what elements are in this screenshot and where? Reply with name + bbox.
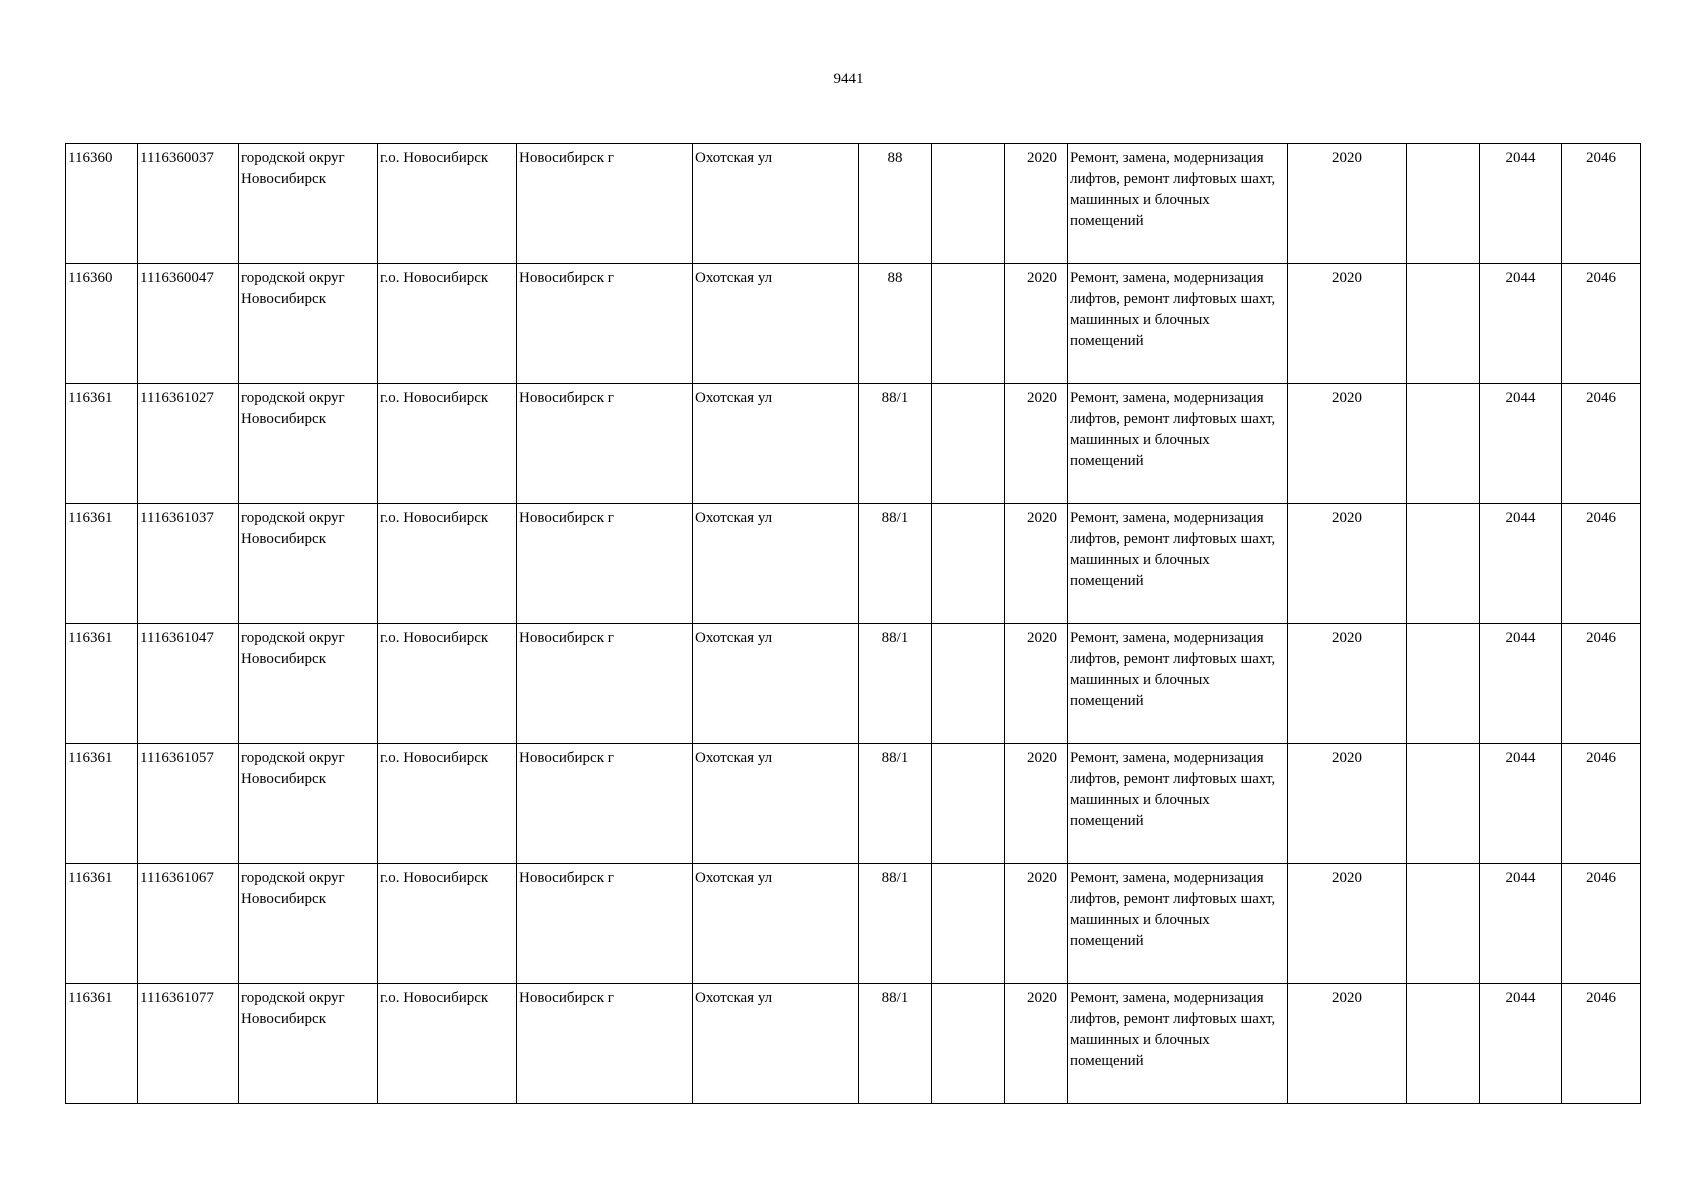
cell-record-id: 1116360047 <box>138 264 239 384</box>
cell-municipality: городской округ Новосибирск <box>239 624 378 744</box>
cell-house-number: 88/1 <box>859 384 932 504</box>
cell-city: Новосибирск г <box>517 144 693 264</box>
cell-work-type: Ремонт, замена, модернизация лифтов, ремонт лифтовых шахт, машинных и блочных помещений <box>1068 864 1288 984</box>
cell-street: Охотская ул <box>693 984 859 1104</box>
cell-city: Новосибирск г <box>517 504 693 624</box>
cell-street: Охотская ул <box>693 504 859 624</box>
cell-year-2: 2020 <box>1288 384 1407 504</box>
cell-record-id: 1116361057 <box>138 744 239 864</box>
cell-city: Новосибирск г <box>517 744 693 864</box>
cell-house-number: 88 <box>859 264 932 384</box>
cell-empty-1 <box>932 984 1005 1104</box>
cell-year-1: 2020 <box>1005 504 1068 624</box>
cell-city: Новосибирск г <box>517 384 693 504</box>
cell-city: Новосибирск г <box>517 864 693 984</box>
cell-record-id: 1116361027 <box>138 384 239 504</box>
table-row <box>66 864 1641 984</box>
cell-year-4: 2046 <box>1562 744 1641 864</box>
cell-house-number: 88/1 <box>859 864 932 984</box>
cell-district: г.о. Новосибирск <box>378 984 517 1104</box>
cell-record-id: 1116361047 <box>138 624 239 744</box>
table-row <box>66 744 1641 864</box>
cell-year-1: 2020 <box>1005 384 1068 504</box>
cell-work-type: Ремонт, замена, модернизация лифтов, ремонт лифтовых шахт, машинных и блочных помещений <box>1068 984 1288 1104</box>
cell-district: г.о. Новосибирск <box>378 384 517 504</box>
cell-street: Охотская ул <box>693 384 859 504</box>
cell-year-1: 2020 <box>1005 264 1068 384</box>
cell-empty-1 <box>932 624 1005 744</box>
cell-house-number: 88/1 <box>859 744 932 864</box>
cell-building-id: 116361 <box>66 504 138 624</box>
cell-house-number: 88/1 <box>859 984 932 1104</box>
cell-year-1: 2020 <box>1005 984 1068 1104</box>
capital-repair-table <box>65 143 1641 1104</box>
cell-year-1: 2020 <box>1005 864 1068 984</box>
cell-year-3: 2044 <box>1480 744 1562 864</box>
cell-building-id: 116361 <box>66 624 138 744</box>
cell-year-3: 2044 <box>1480 504 1562 624</box>
cell-year-3: 2044 <box>1480 984 1562 1104</box>
table-row <box>66 984 1641 1104</box>
table-body <box>66 144 1641 1104</box>
cell-municipality: городской округ Новосибирск <box>239 744 378 864</box>
cell-year-2: 2020 <box>1288 864 1407 984</box>
cell-work-type: Ремонт, замена, модернизация лифтов, ремонт лифтовых шахт, машинных и блочных помещений <box>1068 264 1288 384</box>
cell-record-id: 1116361037 <box>138 504 239 624</box>
cell-empty-2 <box>1407 984 1480 1104</box>
cell-empty-2 <box>1407 264 1480 384</box>
cell-empty-1 <box>932 144 1005 264</box>
cell-empty-2 <box>1407 744 1480 864</box>
cell-empty-1 <box>932 744 1005 864</box>
cell-municipality: городской округ Новосибирск <box>239 864 378 984</box>
cell-year-3: 2044 <box>1480 384 1562 504</box>
table-row <box>66 384 1641 504</box>
cell-work-type: Ремонт, замена, модернизация лифтов, ремонт лифтовых шахт, машинных и блочных помещений <box>1068 744 1288 864</box>
cell-empty-2 <box>1407 864 1480 984</box>
cell-municipality: городской округ Новосибирск <box>239 144 378 264</box>
cell-year-4: 2046 <box>1562 264 1641 384</box>
cell-municipality: городской округ Новосибирск <box>239 504 378 624</box>
cell-district: г.о. Новосибирск <box>378 624 517 744</box>
cell-work-type: Ремонт, замена, модернизация лифтов, ремонт лифтовых шахт, машинных и блочных помещений <box>1068 144 1288 264</box>
cell-year-4: 2046 <box>1562 864 1641 984</box>
cell-city: Новосибирск г <box>517 264 693 384</box>
cell-year-4: 2046 <box>1562 504 1641 624</box>
cell-building-id: 116361 <box>66 864 138 984</box>
cell-year-1: 2020 <box>1005 744 1068 864</box>
page-number: 9441 <box>833 71 864 87</box>
cell-year-4: 2046 <box>1562 624 1641 744</box>
cell-building-id: 116360 <box>66 144 138 264</box>
cell-year-3: 2044 <box>1480 624 1562 744</box>
cell-building-id: 116360 <box>66 264 138 384</box>
cell-work-type: Ремонт, замена, модернизация лифтов, ремонт лифтовых шахт, машинных и блочных помещений <box>1068 624 1288 744</box>
cell-empty-2 <box>1407 504 1480 624</box>
cell-work-type: Ремонт, замена, модернизация лифтов, ремонт лифтовых шахт, машинных и блочных помещений <box>1068 504 1288 624</box>
cell-year-1: 2020 <box>1005 624 1068 744</box>
cell-year-2: 2020 <box>1288 744 1407 864</box>
cell-empty-1 <box>932 384 1005 504</box>
table-row <box>66 144 1641 264</box>
cell-house-number: 88/1 <box>859 504 932 624</box>
cell-year-2: 2020 <box>1288 984 1407 1104</box>
cell-district: г.о. Новосибирск <box>378 144 517 264</box>
cell-empty-2 <box>1407 384 1480 504</box>
cell-district: г.о. Новосибирск <box>378 864 517 984</box>
cell-record-id: 1116361067 <box>138 864 239 984</box>
cell-record-id: 1116360037 <box>138 144 239 264</box>
cell-year-2: 2020 <box>1288 144 1407 264</box>
cell-year-3: 2044 <box>1480 864 1562 984</box>
cell-year-4: 2046 <box>1562 144 1641 264</box>
cell-empty-1 <box>932 264 1005 384</box>
cell-city: Новосибирск г <box>517 624 693 744</box>
cell-street: Охотская ул <box>693 744 859 864</box>
cell-city: Новосибирск г <box>517 984 693 1104</box>
cell-house-number: 88 <box>859 144 932 264</box>
cell-empty-1 <box>932 864 1005 984</box>
cell-empty-2 <box>1407 144 1480 264</box>
cell-street: Охотская ул <box>693 144 859 264</box>
cell-year-2: 2020 <box>1288 264 1407 384</box>
cell-house-number: 88/1 <box>859 624 932 744</box>
cell-building-id: 116361 <box>66 384 138 504</box>
cell-district: г.о. Новосибирск <box>378 744 517 864</box>
cell-street: Охотская ул <box>693 264 859 384</box>
cell-year-2: 2020 <box>1288 624 1407 744</box>
cell-empty-2 <box>1407 624 1480 744</box>
cell-empty-1 <box>932 504 1005 624</box>
cell-district: г.о. Новосибирск <box>378 504 517 624</box>
cell-year-4: 2046 <box>1562 384 1641 504</box>
cell-year-3: 2044 <box>1480 144 1562 264</box>
table-row <box>66 264 1641 384</box>
cell-year-3: 2044 <box>1480 264 1562 384</box>
table-row <box>66 504 1641 624</box>
table-row <box>66 624 1641 744</box>
cell-municipality: городской округ Новосибирск <box>239 264 378 384</box>
cell-building-id: 116361 <box>66 744 138 864</box>
cell-year-4: 2046 <box>1562 984 1641 1104</box>
cell-year-1: 2020 <box>1005 144 1068 264</box>
cell-building-id: 116361 <box>66 984 138 1104</box>
cell-street: Охотская ул <box>693 864 859 984</box>
cell-work-type: Ремонт, замена, модернизация лифтов, ремонт лифтовых шахт, машинных и блочных помещений <box>1068 384 1288 504</box>
cell-year-2: 2020 <box>1288 504 1407 624</box>
cell-municipality: городской округ Новосибирск <box>239 984 378 1104</box>
cell-record-id: 1116361077 <box>138 984 239 1104</box>
cell-street: Охотская ул <box>693 624 859 744</box>
cell-municipality: городской округ Новосибирск <box>239 384 378 504</box>
cell-district: г.о. Новосибирск <box>378 264 517 384</box>
